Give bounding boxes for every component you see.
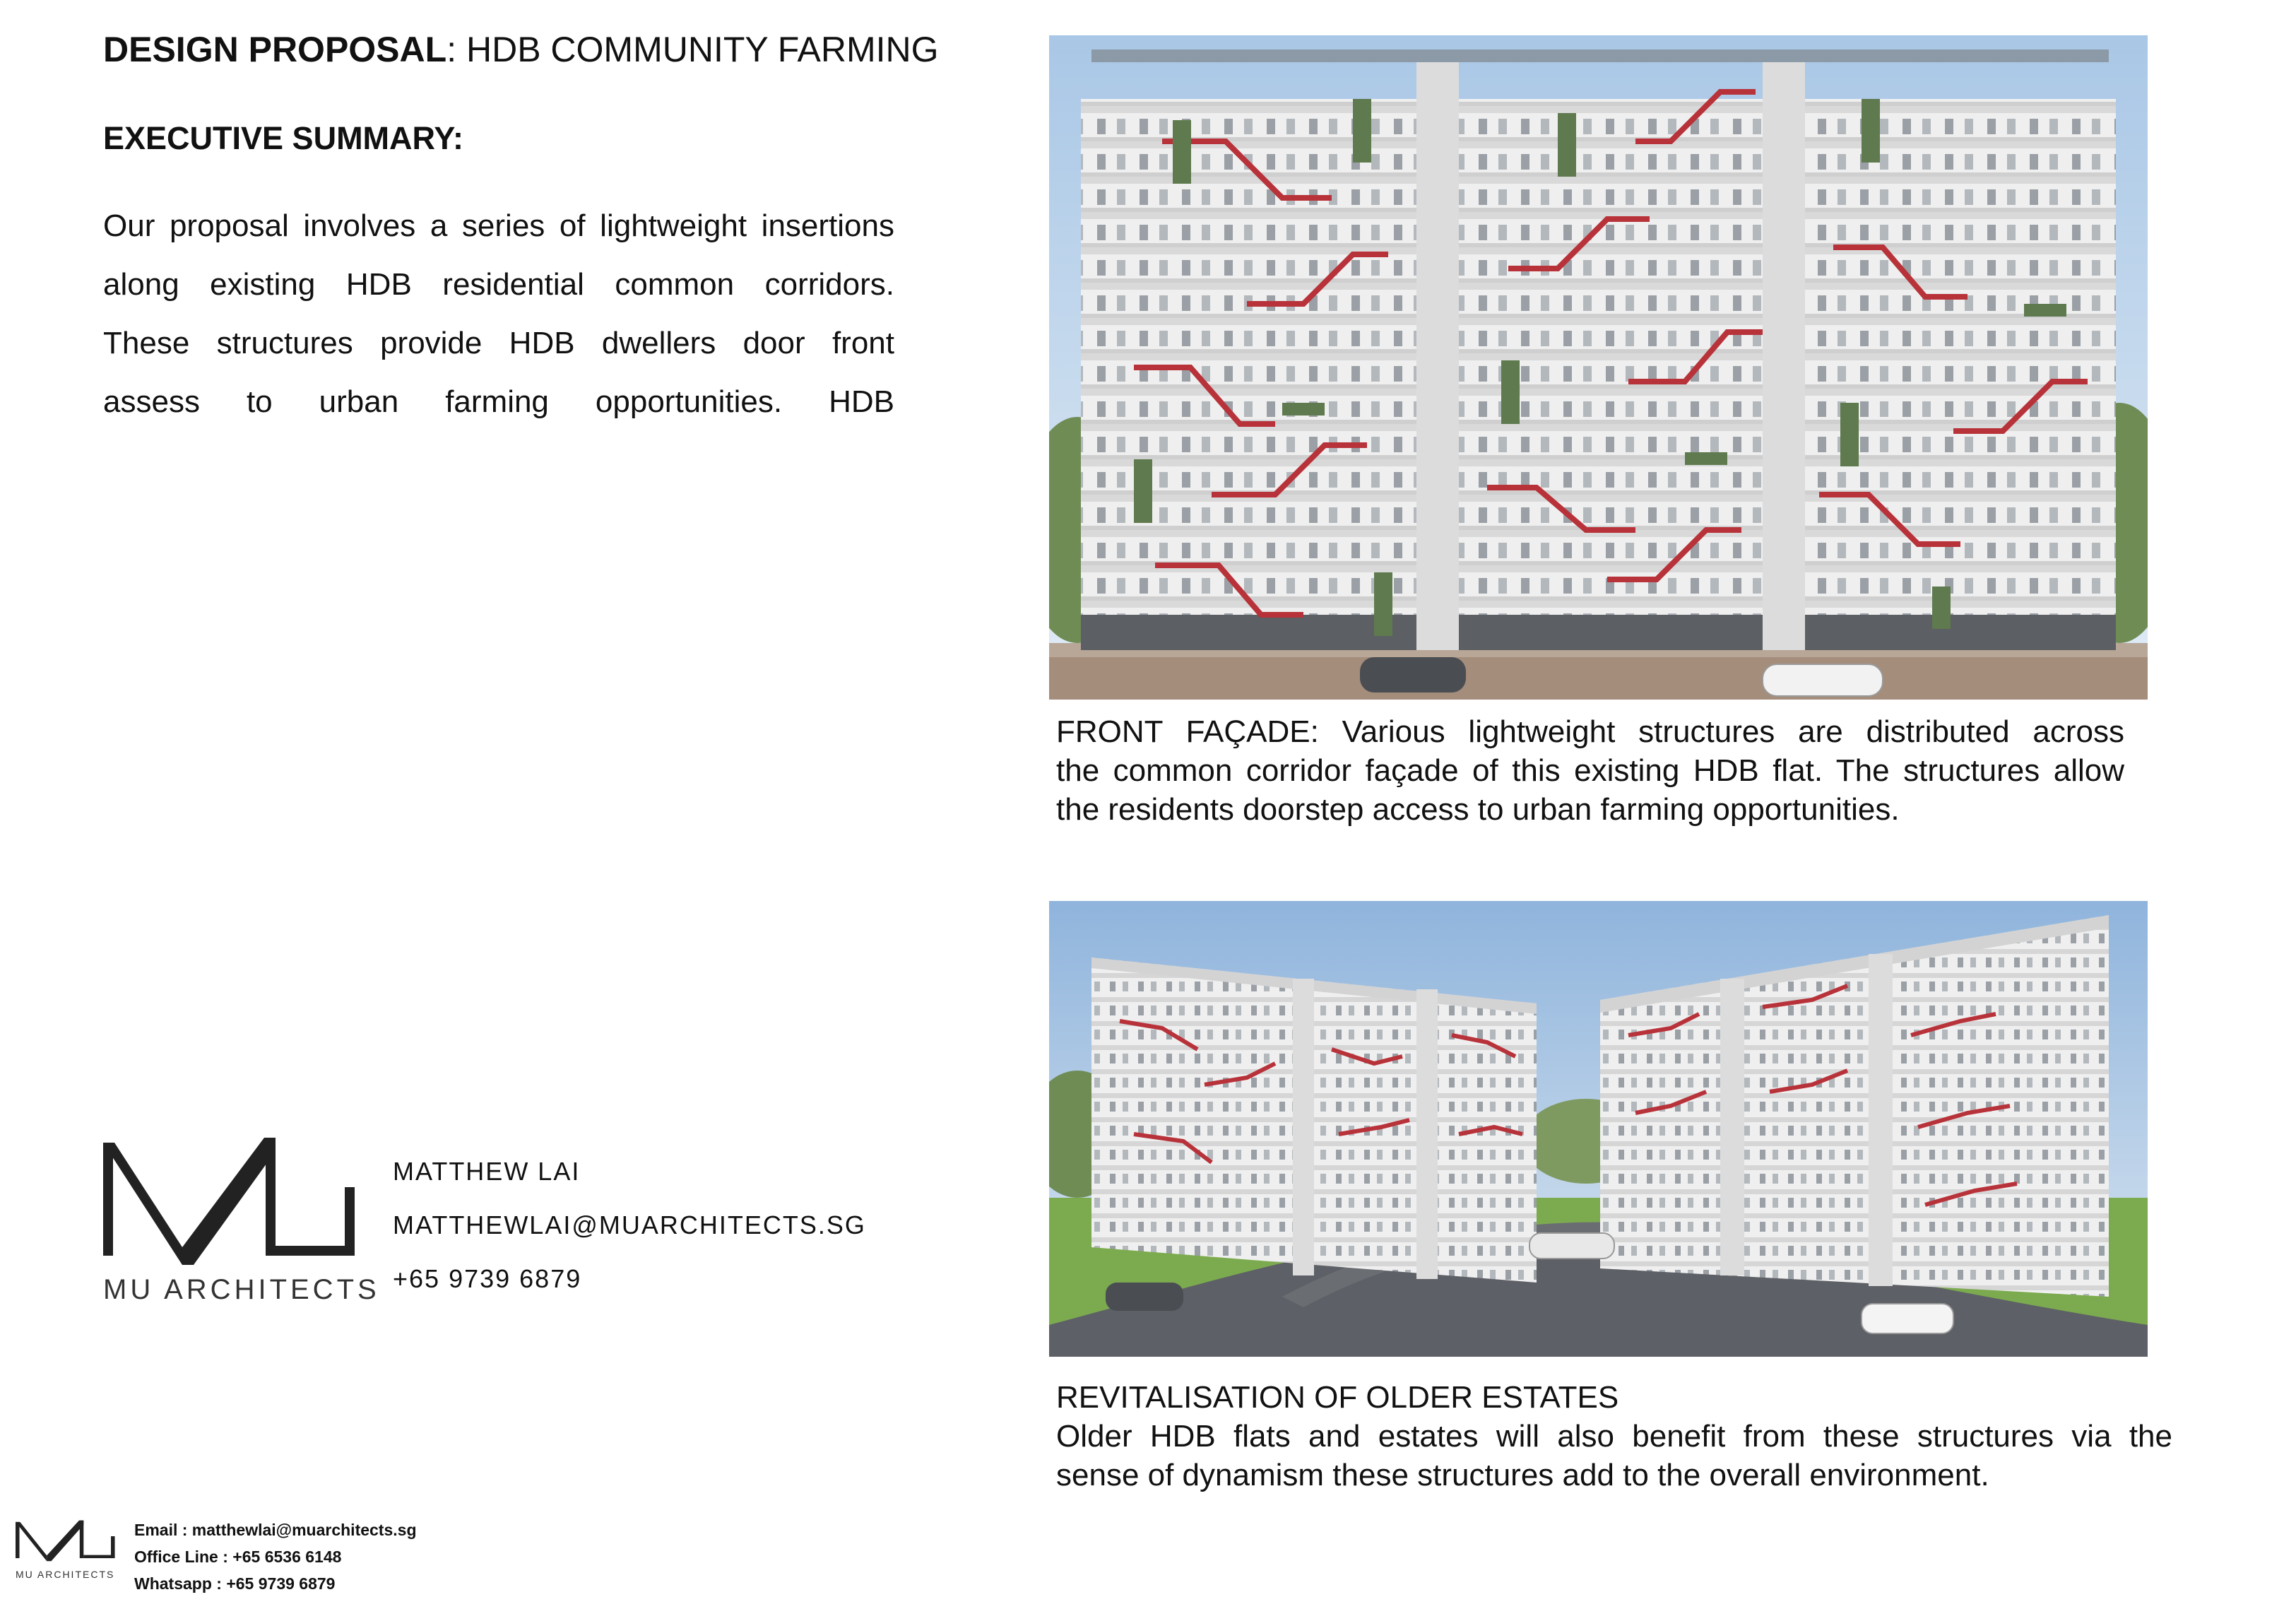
front-facade-caption <box>1056 712 2124 829</box>
page-title <box>103 27 939 72</box>
footer-office-line[interactable]: Office Line : +65 6536 6148 <box>134 1548 342 1566</box>
summary-line: assess to urban farming opportunities. HDB <box>103 384 894 419</box>
footer-contact <box>134 1516 417 1597</box>
executive-summary-text <box>103 196 894 431</box>
mu-monogram-small-icon <box>16 1519 122 1576</box>
summary-line: along existing HDB residential common corridors. <box>103 267 894 302</box>
logo-wordmark: MU ARCHITECTS <box>103 1274 380 1305</box>
footer-logo-wordmark: MU ARCHITECTS <box>16 1569 115 1580</box>
caption-line: the residents doorstep access to urban farming opportunities. <box>1056 792 1900 827</box>
page-title-bold: DESIGN PROPOSAL <box>103 30 447 69</box>
front-facade-render <box>1049 35 2148 700</box>
older-estates-heading: REVITALISATION OF OLDER ESTATES <box>1056 1380 1619 1415</box>
older-estates-render <box>1049 901 2148 1357</box>
contact-block <box>393 1145 866 1306</box>
contact-phone[interactable]: +65 9739 6879 <box>393 1264 582 1293</box>
footer-email[interactable]: Email : matthewlai@muarchitects.sg <box>134 1521 417 1539</box>
caption-line: FRONT FAÇADE: Various lightweight structures are distributed across <box>1056 714 2124 749</box>
caption-line: the common corridor façade of this existing HDB flat. The structures allow <box>1056 753 2124 788</box>
footer-whatsapp[interactable]: Whatsapp : +65 9739 6879 <box>134 1574 336 1593</box>
contact-email[interactable]: MATTHEWLAI@MUARCHITECTS.SG <box>393 1210 866 1239</box>
page-title-rest: : HDB COMMUNITY FARMING <box>446 30 939 69</box>
caption-line: Older HDB flats and estates will also benefit from these structures via the <box>1056 1419 2172 1454</box>
summary-line: These structures provide HDB dwellers door front <box>103 326 894 360</box>
caption-line: sense of dynamism these structures add to the overall environment. <box>1056 1458 1989 1492</box>
older-estates-caption <box>1056 1378 2172 1495</box>
contact-name: MATTHEW LAI <box>393 1157 581 1186</box>
executive-summary-heading: EXECUTIVE SUMMARY: <box>103 120 464 156</box>
summary-line: Our proposal involves a series of lightweight insertions <box>103 208 894 243</box>
